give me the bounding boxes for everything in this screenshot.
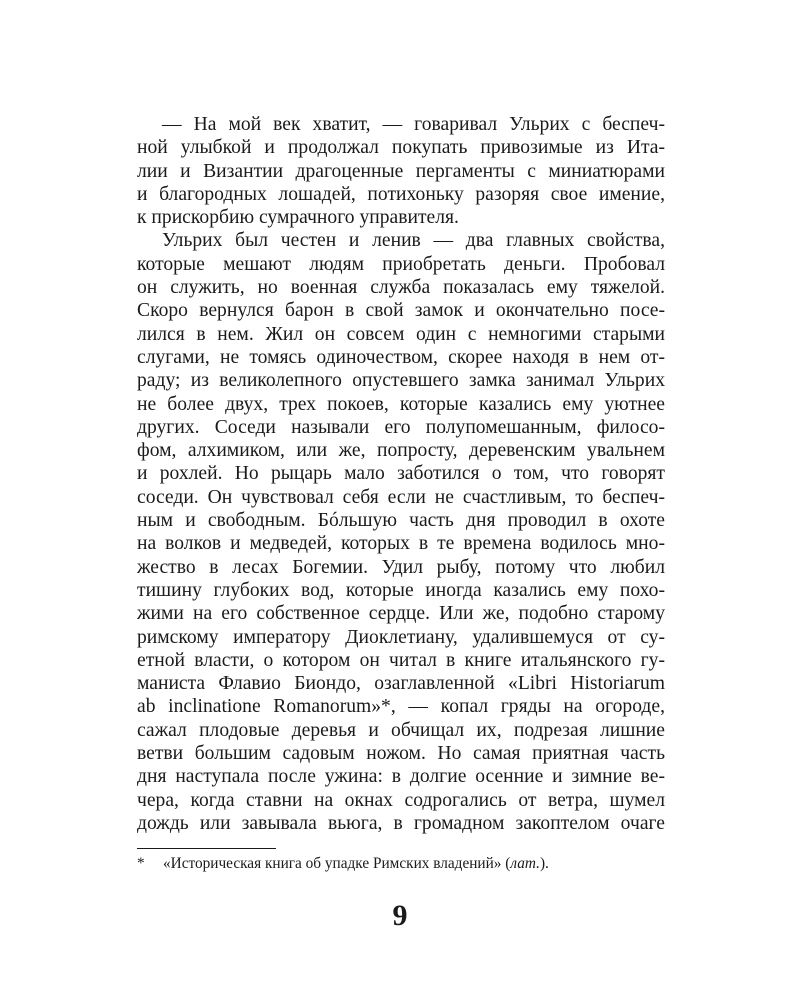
footnote-rule [137, 848, 276, 849]
text-line: римскому императору Диоклетиану, удалившемуся от су- [137, 626, 665, 648]
text-line: Ульрих был честен и ленив — два главных свойства, [162, 230, 665, 252]
text-line: ab inclinatione Romanorum»*, — копал гряды на огороде, [137, 696, 665, 718]
footnote [137, 854, 665, 874]
text-line: ветви большим садовым ножом. Но самая приятная часть [137, 743, 665, 765]
text-line: других. Соседи называли его полупомешанным, филосо- [137, 416, 665, 438]
text-line: тишину глубоких вод, которые иногда казались ему похо- [137, 579, 665, 601]
text-line: етной власти, о котором он читал в книге итальянского гу- [137, 649, 665, 671]
text-line: к прискорбию сумрачного управителя. [137, 207, 459, 229]
page-number: 9 [392, 899, 408, 932]
text-line: жими на его собственное сердце. Или же, подобно старому [137, 603, 665, 625]
text-line: лии и Византии драгоценные пергаменты с миниатюрами [137, 160, 665, 182]
text-line: которые мешают людям приобретать деньги. Пробовал [137, 253, 665, 275]
text-line: дня наступала после ужина: в долгие осенние и зимние ве- [137, 766, 665, 788]
footnote-lang-open: ( [501, 855, 511, 872]
text-line: жество в лесах Богемии. Удил рыбу, потому что любил [137, 556, 665, 578]
text-line: соседи. Он чувствовал себя если не счастливым, то беспеч- [137, 486, 665, 508]
text-line: — На мой век хватит, — говаривал Ульрих с беспеч- [162, 114, 665, 135]
text-line: слугами, не томясь одиночеством, скорее находя в нем от- [137, 346, 665, 368]
text-line: он служить, но военная служба показалась ему тяжелой. [137, 277, 665, 299]
text-line: ным и свободным. Бóльшую часть дня проводил в охоте [137, 510, 665, 532]
text-line: и благородных лошадей, потихоньку разоряя свое имение, [137, 183, 665, 205]
text-line: Скоро вернулся барон в свой замок и окончательно посе- [137, 300, 665, 322]
text-line: сажал плодовые деревья и обчищал их, подрезая лишние [137, 719, 665, 741]
text-line: не более двух, трех покоев, которые казались ему уютнее [137, 393, 665, 415]
text-line: дождь или завывала вьюга, в громадном закоптелом очаге [137, 812, 665, 834]
footnote-lang: лат. [510, 855, 540, 872]
text-line: и рохлей. Но рыцарь мало заботился о том, что говорят [137, 463, 665, 485]
footnote-mark: * [137, 855, 145, 872]
text-line: ной улыбкой и продолжал покупать привозимые из Ита- [137, 137, 665, 159]
text-line: раду; из великолепного опустевшего замка занимал Ульрих [137, 370, 665, 392]
footnote-text: «Историческая книга об упадке Римских владений» [163, 855, 502, 872]
text-line: лился в нем. Жил он совсем один с немногими старыми [137, 323, 665, 345]
text-line: чера, когда ставни на окнах содрогались от ветра, шумел [137, 789, 665, 811]
footnote-lang-close: ). [539, 855, 549, 872]
text-line: маниста Флавио Биондо, озаглавленной «Libri Historiarum [137, 673, 665, 695]
body-text [137, 113, 665, 835]
text-line: фом, алхимиком, или же, попросту, деревенским увальнем [137, 440, 665, 462]
text-line: на волков и медведей, которых в те времена водилось мно- [137, 533, 665, 555]
